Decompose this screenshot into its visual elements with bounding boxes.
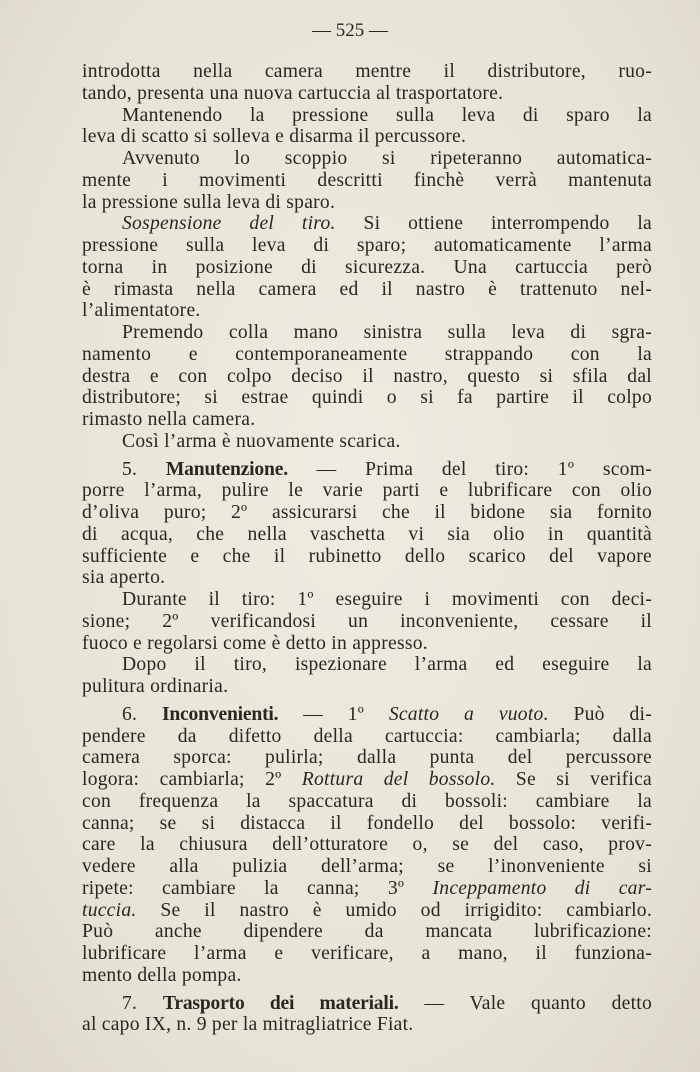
text-line — [82, 878, 652, 900]
text-line — [82, 769, 652, 791]
text-line — [82, 654, 652, 676]
text-run: vedere alla pulizia dell’arma; se l’inonveniente si — [82, 856, 652, 877]
text-run: leva di scatto si solleva e disarma il percussore. — [82, 126, 467, 148]
text-run: Dopo il tiro, ispezionare l’arma ed eseguire la — [122, 654, 652, 676]
text-run: Avvenuto lo scoppio si ripeteranno automatica- — [122, 148, 652, 169]
text-line — [82, 148, 652, 170]
text-run: pendere da difetto della cartuccia: cambiarla; dalla — [82, 725, 652, 747]
text-line — [82, 993, 652, 1015]
text-line — [82, 943, 652, 965]
text-run: 5. — [122, 458, 166, 480]
text-line — [82, 300, 652, 322]
text-run: pressione sulla leva di sparo; automaticamente l’arma — [82, 235, 652, 256]
text-run: è rimasta nella camera ed il nastro è trattenuto nel- — [82, 278, 652, 300]
text-run: sia aperto. — [82, 567, 166, 589]
text-line — [82, 726, 652, 748]
text-line — [82, 83, 652, 105]
text-run: canna; se si distacca il fondello del bossolo: verifi- — [82, 812, 652, 834]
text-run: Durante il tiro: 1º eseguire i movimenti con deci- — [122, 589, 652, 610]
text-line — [82, 502, 652, 524]
text-line — [82, 589, 652, 611]
text-line — [82, 834, 652, 856]
text-line — [82, 546, 652, 568]
text-run: Si ottiene interrompendo la — [335, 213, 652, 235]
page-number: — 525 — — [312, 20, 388, 41]
text-line — [82, 856, 652, 878]
text-line — [82, 480, 652, 502]
text-run: mento della pompa. — [82, 964, 242, 986]
text-run: Così l’arma è nuovamente scarica. — [122, 430, 401, 452]
italic-term: Sospensione del tiro. — [122, 213, 336, 235]
text-run: pulitura ordinaria. — [82, 676, 229, 697]
text-line — [82, 611, 652, 633]
text-run: porre l’arma, pulire le varie parti e lubrificare con olio — [82, 480, 652, 502]
text-line — [82, 431, 652, 453]
text-line — [82, 366, 652, 388]
text-line — [82, 322, 652, 344]
text-line — [82, 1014, 652, 1036]
text-line — [82, 170, 652, 192]
text-run: Se il nastro è umido od irrigidito: cambiarlo. — [136, 899, 652, 921]
text-line — [82, 813, 652, 835]
text-run: introdotta nella camera mentre il distributore, ruo- — [82, 61, 652, 82]
text-run: 7. — [122, 992, 163, 1014]
text-run: camera sporca: pulirla; dalla punta del percussore — [82, 747, 652, 769]
text-line — [82, 676, 652, 698]
text-run: — 1º — [278, 703, 389, 725]
text-line — [82, 633, 652, 655]
text-run: torna in posizione di sicurezza. Una cartuccia però — [82, 256, 652, 278]
text-run: la pressione sulla leva di sparo. — [82, 191, 336, 213]
text-line — [82, 387, 652, 409]
text-run: Può di- — [548, 703, 652, 725]
text-run: sione; 2º verificandosi un inconveniente, cessare il — [82, 610, 652, 632]
text-line — [82, 409, 652, 431]
text-run: Se si verifica — [495, 769, 652, 790]
body-text — [82, 61, 652, 1036]
text-line — [82, 235, 652, 257]
text-run: sufficiente e che il rubinetto dello scarico del vapore — [82, 545, 652, 567]
section-heading: Trasporto dei materiali. — [162, 992, 399, 1014]
text-run: — Vale quanto detto — [398, 992, 653, 1014]
text-run: logora: cambiarla; 2º — [82, 769, 302, 790]
text-line — [82, 791, 652, 813]
text-run: — Prima del tiro: 1º scom- — [287, 458, 652, 480]
text-run: di acqua, che nella vaschetta vi sia olio in quantità — [82, 523, 652, 545]
text-line — [82, 747, 652, 769]
text-line — [82, 965, 652, 987]
text-run: con frequenza la spaccatura di bossoli: cambiare la — [82, 790, 652, 812]
text-line — [82, 921, 652, 943]
text-run: l’alimentatore. — [82, 300, 201, 322]
text-run: al capo IX, n. 9 per la mitragliatrice Fiat. — [82, 1014, 414, 1036]
text-line — [82, 900, 652, 922]
section-heading: Manutenzione. — [165, 458, 288, 480]
text-line — [82, 213, 652, 235]
text-run: 6. — [122, 703, 162, 725]
text-run: distributore; si estrae quindi o si fa partire il colpo — [82, 387, 652, 409]
italic-term: tuccia. — [82, 899, 137, 921]
text-run: care la chiusura dell’otturatore o, se del caso, prov- — [82, 834, 652, 856]
text-line — [82, 192, 652, 214]
text-line — [82, 279, 652, 301]
text-run: Premendo colla mano sinistra sulla leva di sgra- — [122, 322, 652, 343]
italic-term: Rottura del bossolo. — [301, 769, 496, 790]
text-line — [82, 524, 652, 546]
text-line — [82, 105, 652, 127]
text-line — [82, 344, 652, 366]
text-run: tando, presenta una nuova cartuccia al trasportatore. — [82, 82, 504, 104]
text-run: Può anche dipendere da mancata lubrificazione: — [82, 921, 652, 943]
text-run: Mantenendo la pressione sulla leva di sparo la — [122, 104, 652, 126]
text-run: d’oliva puro; 2º assicurarsi che il bidone sia fornito — [82, 502, 652, 523]
section-heading: Inconvenienti. — [161, 703, 279, 725]
text-line — [82, 257, 652, 279]
italic-term: Scatto a vuoto. — [388, 703, 549, 725]
text-run: fuoco e regolarsi come è detto in appresso. — [82, 632, 428, 654]
text-line — [82, 459, 652, 481]
text-run: ripete: cambiare la canna; 3º — [82, 877, 433, 899]
text-line — [82, 567, 652, 589]
text-line — [82, 126, 652, 148]
text-run: destra e con colpo deciso il nastro, questo si sfila dal — [82, 365, 652, 387]
text-run: rimasto nella camera. — [82, 409, 256, 430]
text-line — [82, 704, 652, 726]
text-line — [82, 61, 652, 83]
text-run: lubrificare l’arma e verificare, a mano, il funziona- — [82, 943, 652, 964]
italic-term: Inceppamento di car- — [432, 877, 652, 899]
text-run: mente i movimenti descritti finchè verrà mantenuta — [82, 169, 652, 191]
text-run: namento e contemporaneamente strappando con la — [82, 343, 652, 365]
